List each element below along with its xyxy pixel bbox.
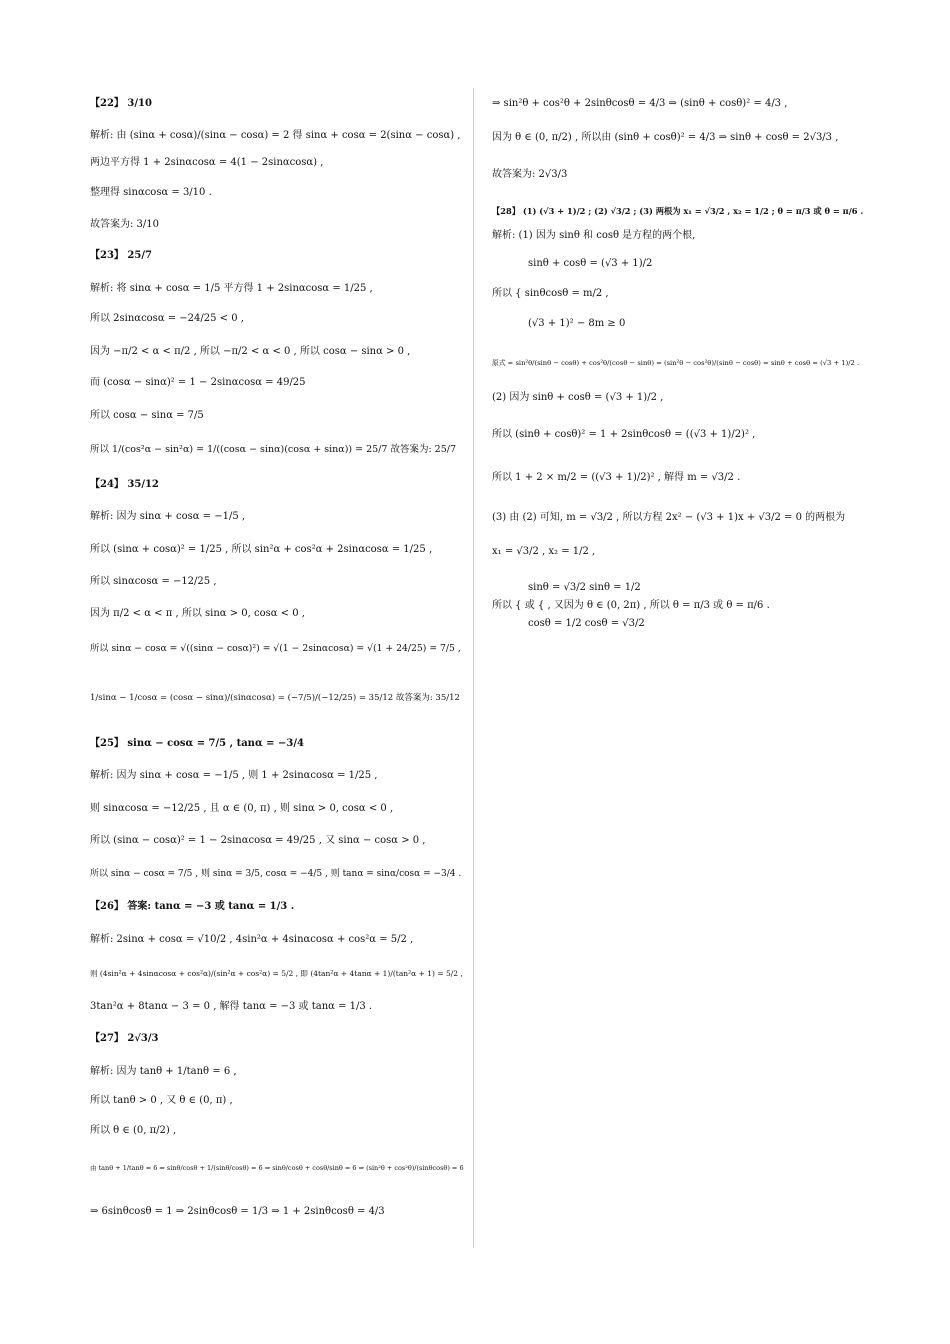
problem-23-solution-line: 因为 −π/2 < α < π/2 , 所以 −π/2 < α < 0 , 所以 cosα − sinα > 0 ,: [90, 346, 411, 357]
problem-25-solution-line: 所以 sinα − cosα = 7/5 , 则 sinα = 3/5, cosα = −4/5 , 则 tanα = sinα/cosα = −3/4 .: [90, 869, 462, 879]
problem-23-solution-line: 所以 1/(cos²α − sin²α) = 1/((cosα − sinα)(cosα + sinα)) = 25/7 故答案为: 25/7: [90, 444, 457, 455]
problem-24-solution-line: 解析: 因为 sinα + cosα = −1/5 ,: [90, 511, 246, 522]
problem-28-solution-line: (3) 由 (2) 可知, m = √3/2 , 所以方程 2x² − (√3 + 1)x + √3/2 = 0 的两根为: [492, 512, 846, 523]
problem-28-header: 【28】 (1) (√3 + 1)/2 ; (2) √3/2 ; (3) 两根为 x₁ = √3/2 , x₂ = 1/2 ; θ = π/3 或 θ = π/6 .: [492, 206, 864, 216]
problem-28-solution-line: 原式 = sin²θ/(sinθ − cosθ) + cos²θ/(cosθ − sinθ) = (sin²θ − cos²θ)/(sinθ − cosθ) = sinθ + cosθ = (√3 + 1)/2 .: [492, 359, 860, 367]
problem-27-solution-line: 解析: 因为 tanθ + 1/tanθ = 6 ,: [90, 1066, 237, 1077]
problem-27-solution-line: 所以 tanθ > 0 , 又 θ ∈ (0, π) ,: [90, 1095, 233, 1106]
problem-22-solution-line: 解析: 由 (sinα + cosα)/(sinα − cosα) = 2 得 sinα + cosα = 2(sinα − cosα) ,: [90, 130, 461, 141]
problem-28-system-line: 所以 { sinθcosθ = m/2 ,: [492, 288, 609, 299]
problem-28-system-line: (√3 + 1)² − 8m ≥ 0: [528, 318, 626, 329]
problem-28-solution-line: 所以 1 + 2 × m/2 = ((√3 + 1)/2)² , 解得 m = √3/2 .: [492, 472, 741, 483]
problem-23-header: 【23】 25/7: [90, 250, 152, 261]
problem-27-solution-line: ⇒ 6sinθcosθ = 1 ⇒ 2sinθcosθ = 1/3 ⇒ 1 + 2sinθcosθ = 4/3: [90, 1206, 385, 1217]
problem-24-solution-line: 1/sinα − 1/cosα = (cosα − sinα)/(sinαcosα) = (−7/5)/(−12/25) = 35/12 故答案为: 35/12: [90, 693, 460, 703]
problem-24-solution-line: 所以 sinαcosα = −12/25 ,: [90, 576, 217, 587]
problem-28-solution-line: 所以 (sinθ + cosθ)² = 1 + 2sinθcosθ = ((√3 + 1)/2)² ,: [492, 429, 756, 440]
problem-22-solution-line: 两边平方得 1 + 2sinαcosα = 4(1 − 2sinαcosα) ,: [90, 157, 324, 168]
problem-28-system-line: sinθ = √3/2 sinθ = 1/2: [528, 582, 641, 593]
problem-26-solution-line: 3tan²α + 8tanα − 3 = 0 , 解得 tanα = −3 或 tanα = 1/3 .: [90, 1001, 373, 1012]
column-divider: [473, 88, 474, 1248]
problem-24-solution-line: 所以 sinα − cosα = √((sinα − cosα)²) = √(1 − 2sinαcosα) = √(1 + 24/25) = 7/5 ,: [90, 643, 461, 654]
problem-25-solution-line: 则 sinαcosα = −12/25 , 且 α ∈ (0, π) , 则 sinα > 0, cosα < 0 ,: [90, 803, 394, 814]
problem-23-solution-line: 所以 2sinαcosα = −24/25 < 0 ,: [90, 313, 244, 324]
problem-27-header: 【27】 2√3/3: [90, 1033, 159, 1044]
problem-28-system-line: cosθ = 1/2 cosθ = √3/2: [528, 618, 645, 629]
problem-27-solution-line: 由 tanθ + 1/tanθ = 6 ⇒ sinθ/cosθ + 1/(sinθ/cosθ) = 6 ⇒ sinθ/cosθ + cosθ/sinθ = 6 ⇒ (sin²θ + cos²θ)/(sinθcosθ) = 6: [90, 1164, 464, 1172]
problem-28-system-line: sinθ + cosθ = (√3 + 1)/2: [528, 258, 653, 269]
problem-24-header: 【24】 35/12: [90, 479, 159, 490]
problem-26-solution-line: 则 (4sin²α + 4sinαcosα + cos²α)/(sin²α + cos²α) = 5/2 , 即 (4tan²α + 4tanα + 1)/(tan²α + 1) = 5/2 ,: [90, 969, 463, 978]
problem-23-solution-line: 而 (cosα − sinα)² = 1 − 2sinαcosα = 49/25: [90, 377, 306, 388]
problem-25-solution-line: 解析: 因为 sinα + cosα = −1/5 , 则 1 + 2sinαcosα = 1/25 ,: [90, 770, 378, 781]
problem-23-solution-line: 解析: 将 sinα + cosα = 1/5 平方得 1 + 2sinαcosα = 1/25 ,: [90, 283, 373, 294]
problem-27-continuation-line: ⇒ sin²θ + cos²θ + 2sinθcosθ = 4/3 ⇒ (sinθ + cosθ)² = 4/3 ,: [492, 98, 788, 109]
problem-28-solution-line: 解析: (1) 因为 sinθ 和 cosθ 是方程的两个根,: [492, 230, 696, 241]
problem-22-header: 【22】 3/10: [90, 98, 152, 109]
problem-24-solution-line: 因为 π/2 < α < π , 所以 sinα > 0, cosα < 0 ,: [90, 608, 305, 619]
problem-28-solution-line: x₁ = √3/2 , x₂ = 1/2 ,: [492, 546, 596, 557]
problem-26-solution-line: 解析: 2sinα + cosα = √10/2 , 4sin²α + 4sinαcosα + cos²α = 5/2 ,: [90, 934, 414, 945]
problem-28-solution-line: 所以 { 或 { , 又因为 θ ∈ (0, 2π) , 所以 θ = π/3 或 θ = π/6 .: [492, 600, 770, 611]
problem-23-solution-line: 所以 cosα − sinα = 7/5: [90, 410, 204, 421]
problem-22-answer: 故答案为: 3/10: [90, 219, 160, 230]
problem-22-solution-line: 整理得 sinαcosα = 3/10 .: [90, 187, 212, 198]
problem-26-header: 【26】 答案: tanα = −3 或 tanα = 1/3 .: [90, 901, 295, 912]
problem-27-solution-line: 所以 θ ∈ (0, π/2) ,: [90, 1125, 177, 1136]
problem-27-answer: 故答案为: 2√3/3: [492, 169, 568, 180]
problem-28-solution-line: (2) 因为 sinθ + cosθ = (√3 + 1)/2 ,: [492, 392, 664, 403]
problem-25-header: 【25】 sinα − cosα = 7/5 , tanα = −3/4: [90, 738, 304, 749]
problem-25-solution-line: 所以 (sinα − cosα)² = 1 − 2sinαcosα = 49/25 , 又 sinα − cosα > 0 ,: [90, 835, 426, 846]
problem-27-continuation-line: 因为 θ ∈ (0, π/2) , 所以由 (sinθ + cosθ)² = 4/3 ⇒ sinθ + cosθ = 2√3/3 ,: [492, 132, 839, 143]
problem-24-solution-line: 所以 (sinα + cosα)² = 1/25 , 所以 sin²α + cos²α + 2sinαcosα = 1/25 ,: [90, 544, 433, 555]
